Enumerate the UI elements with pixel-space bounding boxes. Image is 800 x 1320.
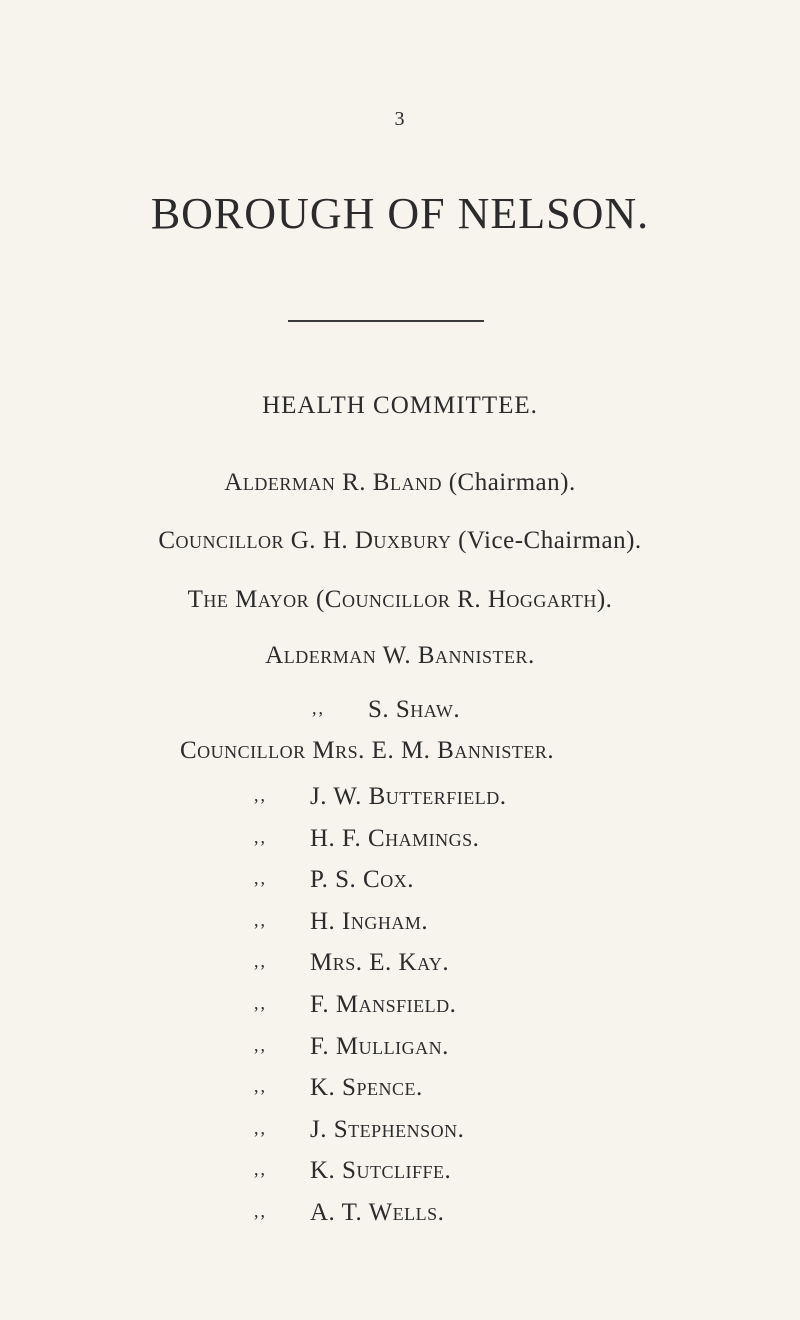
councillor-name: H. F. Chamings. bbox=[310, 824, 480, 852]
mayor-line: The Mayor (Councillor R. Hoggarth). bbox=[187, 586, 613, 613]
councillor-name: A. T. Wells. bbox=[310, 1199, 445, 1226]
alderman-first-name: W. Bannister. bbox=[382, 642, 535, 669]
chairman-suffix: (Chairman). bbox=[448, 469, 576, 496]
vice-chairman-suffix: (Vice-Chairman). bbox=[458, 527, 642, 554]
vice-chairman-line bbox=[0, 528, 800, 553]
councillor-name: K. Sutcliffe. bbox=[310, 1157, 452, 1185]
chairman-role: Alderman bbox=[224, 469, 336, 496]
horizontal-rule bbox=[288, 320, 484, 322]
councillor-name: P. S. Cox. bbox=[310, 866, 414, 894]
ditto-mark: ,, bbox=[254, 951, 267, 972]
alderman-first-line bbox=[0, 643, 800, 668]
page-title: BOROUGH OF NELSON. bbox=[150, 189, 650, 238]
ditto-mark: ,, bbox=[254, 909, 267, 930]
councillor-name: Mrs. E. Kay. bbox=[310, 949, 450, 977]
councillor-name: F. Mulligan. bbox=[310, 1032, 449, 1060]
ditto-mark: ,, bbox=[254, 1159, 267, 1180]
alderman-name: S. Shaw. bbox=[368, 696, 461, 723]
councillor-role: Councillor bbox=[180, 737, 306, 764]
councillor-name: H. Ingham. bbox=[310, 907, 429, 935]
ditto-mark: ,, bbox=[312, 698, 325, 718]
councillor-first-name: Mrs. E. M. Bannister. bbox=[312, 737, 555, 764]
ditto-mark: ,, bbox=[254, 1201, 267, 1221]
ditto-mark: ,, bbox=[254, 868, 267, 889]
ditto-mark: ,, bbox=[254, 1117, 267, 1138]
page-number: 3 bbox=[394, 108, 406, 130]
ditto-mark: ,, bbox=[254, 785, 267, 805]
alderman-role: Alderman bbox=[265, 642, 377, 669]
councillor-name: J. Stephenson. bbox=[310, 1115, 465, 1143]
ditto-mark: ,, bbox=[254, 1034, 267, 1055]
vice-chairman-name: G. H. Duxbury bbox=[290, 527, 452, 554]
ditto-mark: ,, bbox=[254, 993, 267, 1013]
councillor-first-line bbox=[180, 738, 554, 763]
chairman-line bbox=[0, 470, 800, 495]
vice-chairman-role: Councillor bbox=[158, 527, 284, 554]
chairman-name: R. Bland bbox=[342, 469, 442, 496]
councillor-name: K. Spence. bbox=[310, 1074, 423, 1102]
councillor-name: J. W. Butterfield. bbox=[310, 783, 507, 810]
committee-title: HEALTH COMMITTEE. bbox=[262, 392, 538, 419]
ditto-mark: ,, bbox=[254, 826, 267, 847]
councillor-name: F. Mansfield. bbox=[310, 991, 457, 1018]
ditto-mark: ,, bbox=[254, 1076, 267, 1097]
